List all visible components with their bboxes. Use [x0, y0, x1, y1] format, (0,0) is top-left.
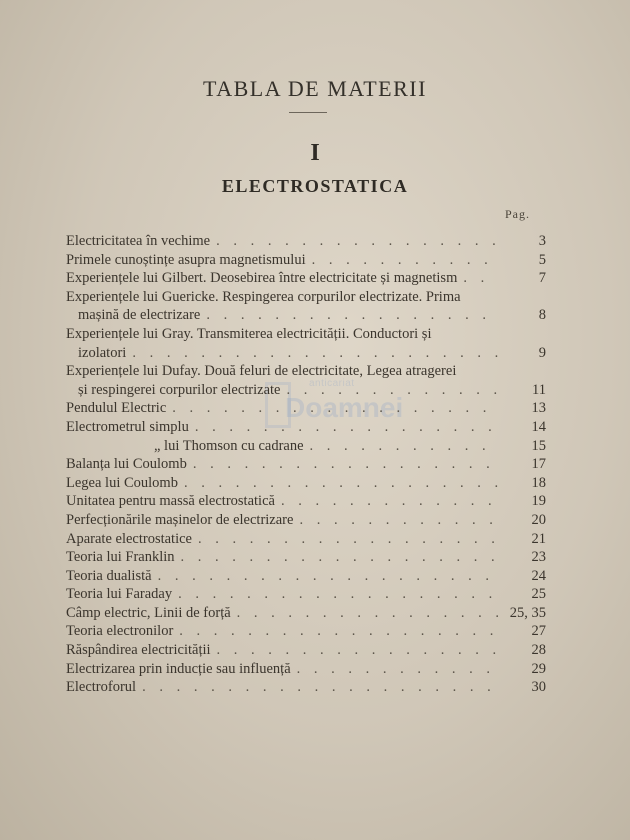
toc-entry-text: „ lui Thomson cu cadrane [154, 437, 304, 454]
dot-leader [173, 622, 498, 641]
toc-entry [66, 325, 546, 362]
dot-leader [192, 530, 498, 549]
toc-page-number: 15 [531, 437, 546, 454]
dot-leader [126, 344, 498, 363]
part-title: ELECTROSTATICA [221, 176, 409, 196]
watermark-main-text: Doamnei [285, 392, 404, 423]
toc-page-number: 3 [538, 233, 546, 249]
toc-entry [66, 585, 546, 604]
toc-entry [66, 492, 546, 511]
toc-entry-text: mașină de electrizare [78, 307, 201, 324]
toc-page-number: 27 [531, 623, 546, 640]
dot-leader [152, 567, 498, 586]
toc-page-number: 18 [531, 474, 546, 491]
toc-entry-text: Legea lui Coulomb [66, 474, 178, 491]
toc-entry-text: Electroforul [66, 679, 137, 696]
toc-entry [66, 660, 546, 679]
toc-page-number: 13 [531, 400, 546, 417]
toc-page-number: 28 [531, 642, 546, 659]
toc-entry-text: Aparate electrostatice [66, 530, 192, 547]
toc-page-number: 25, 35 [509, 604, 546, 621]
toc-page-number: 23 [531, 549, 546, 566]
dot-leader [210, 232, 498, 251]
toc-page-number: 11 [532, 381, 546, 398]
toc-entry [66, 604, 546, 623]
toc-entry-text: Primele cunoștințe asupra magnetismului [66, 251, 306, 268]
toc-entry-text: Teoria lui Franklin [66, 549, 175, 566]
toc-page-number: 19 [531, 493, 546, 510]
part-number: I [310, 140, 320, 166]
toc-entry [66, 362, 546, 399]
toc-page-number: 5 [538, 251, 546, 268]
dot-leader [281, 381, 499, 400]
toc-entry-text: Balanța lui Coulomb [66, 456, 187, 473]
dot-leader [291, 660, 498, 679]
dot-leader [231, 604, 498, 623]
toc-entry [66, 511, 546, 530]
dot-leader [304, 437, 498, 456]
toc-entry [66, 418, 546, 437]
dot-leader [211, 641, 498, 660]
toc-page-number: 7 [538, 270, 546, 287]
toc-entry [66, 641, 546, 660]
toc-entry-text: Teoria dualistă [66, 567, 152, 584]
toc-entry [66, 437, 546, 456]
toc-entry [66, 251, 546, 270]
toc-page-number: 25 [531, 586, 546, 603]
toc-page-number: 14 [531, 418, 546, 435]
watermark-top-text: anticariat [309, 378, 355, 389]
toc-entry-text: Teoria lui Faraday [66, 586, 173, 603]
toc-entry [66, 548, 546, 567]
toc-entry [66, 530, 546, 549]
toc-entry-text: Experiențele lui Gilbert. Deosebirea între electricitate și magnetism [66, 270, 458, 287]
dot-leader [187, 455, 498, 474]
toc-entry-text: Câmp electric, Linii de forță [66, 604, 231, 621]
dot-leader [136, 678, 498, 697]
toc-entry [66, 567, 546, 586]
toc-entry [66, 455, 546, 474]
dot-leader [200, 306, 498, 325]
dot-leader [457, 269, 498, 288]
dot-leader [172, 585, 498, 604]
toc-entry [66, 232, 546, 251]
toc-page-number: 21 [531, 530, 546, 547]
toc-entry-text: Răspândirea electricității [66, 642, 211, 659]
toc-entry [66, 288, 546, 325]
page-column-label: Pag. [505, 207, 530, 221]
toc-entry-text: Perfecționările mașinelor de electrizare [66, 511, 294, 528]
toc-page-number: 20 [531, 511, 546, 528]
toc-page-number: 8 [538, 307, 546, 324]
toc-entry [66, 678, 546, 697]
page-title: TABLA DE MATERII [203, 76, 427, 101]
dot-leader [293, 511, 498, 530]
toc-entry-text: Unitatea pentru massă electrostatică [66, 493, 275, 510]
toc-entry-text: și respingerei corpurilor electrizate [78, 381, 281, 398]
toc-page-number: 17 [531, 456, 546, 473]
toc-page-number: 9 [538, 344, 546, 361]
toc-entry-text: Electrizarea prin inducție sau influență [66, 660, 291, 677]
toc-entry-text: Electrometrul simplu [66, 418, 189, 435]
dot-leader [275, 492, 498, 511]
dot-leader [189, 418, 498, 437]
toc-entry [66, 269, 546, 288]
table-of-contents [66, 232, 546, 697]
toc-page-number: 29 [531, 660, 546, 677]
dot-leader [166, 399, 498, 418]
toc-entry [66, 474, 546, 493]
toc-entry [66, 399, 546, 418]
toc-entry [66, 622, 546, 641]
toc-entry-text: Teoria electronilor [66, 623, 174, 640]
dot-leader [175, 548, 498, 567]
toc-entry-text: izolatori [78, 344, 127, 361]
dot-leader [306, 251, 498, 270]
toc-page-number: 30 [531, 679, 546, 696]
toc-entry-text: Experiențele lui Guericke. Respingerea corpurilor electrizate. Prima [66, 288, 461, 305]
title-divider [289, 112, 327, 113]
toc-entry-text: Electricitatea în vechime [66, 233, 211, 249]
toc-page-number: 24 [531, 567, 546, 584]
dot-leader [178, 474, 498, 493]
toc-entry-text: Experiențele lui Gray. Transmiterea electricității. Conductori și [66, 325, 432, 342]
toc-entry-text: Pendulul Electric [66, 400, 167, 417]
toc-entry-text: Experiențele lui Dufay. Două feluri de electricitate, Legea atragerei [66, 363, 457, 380]
